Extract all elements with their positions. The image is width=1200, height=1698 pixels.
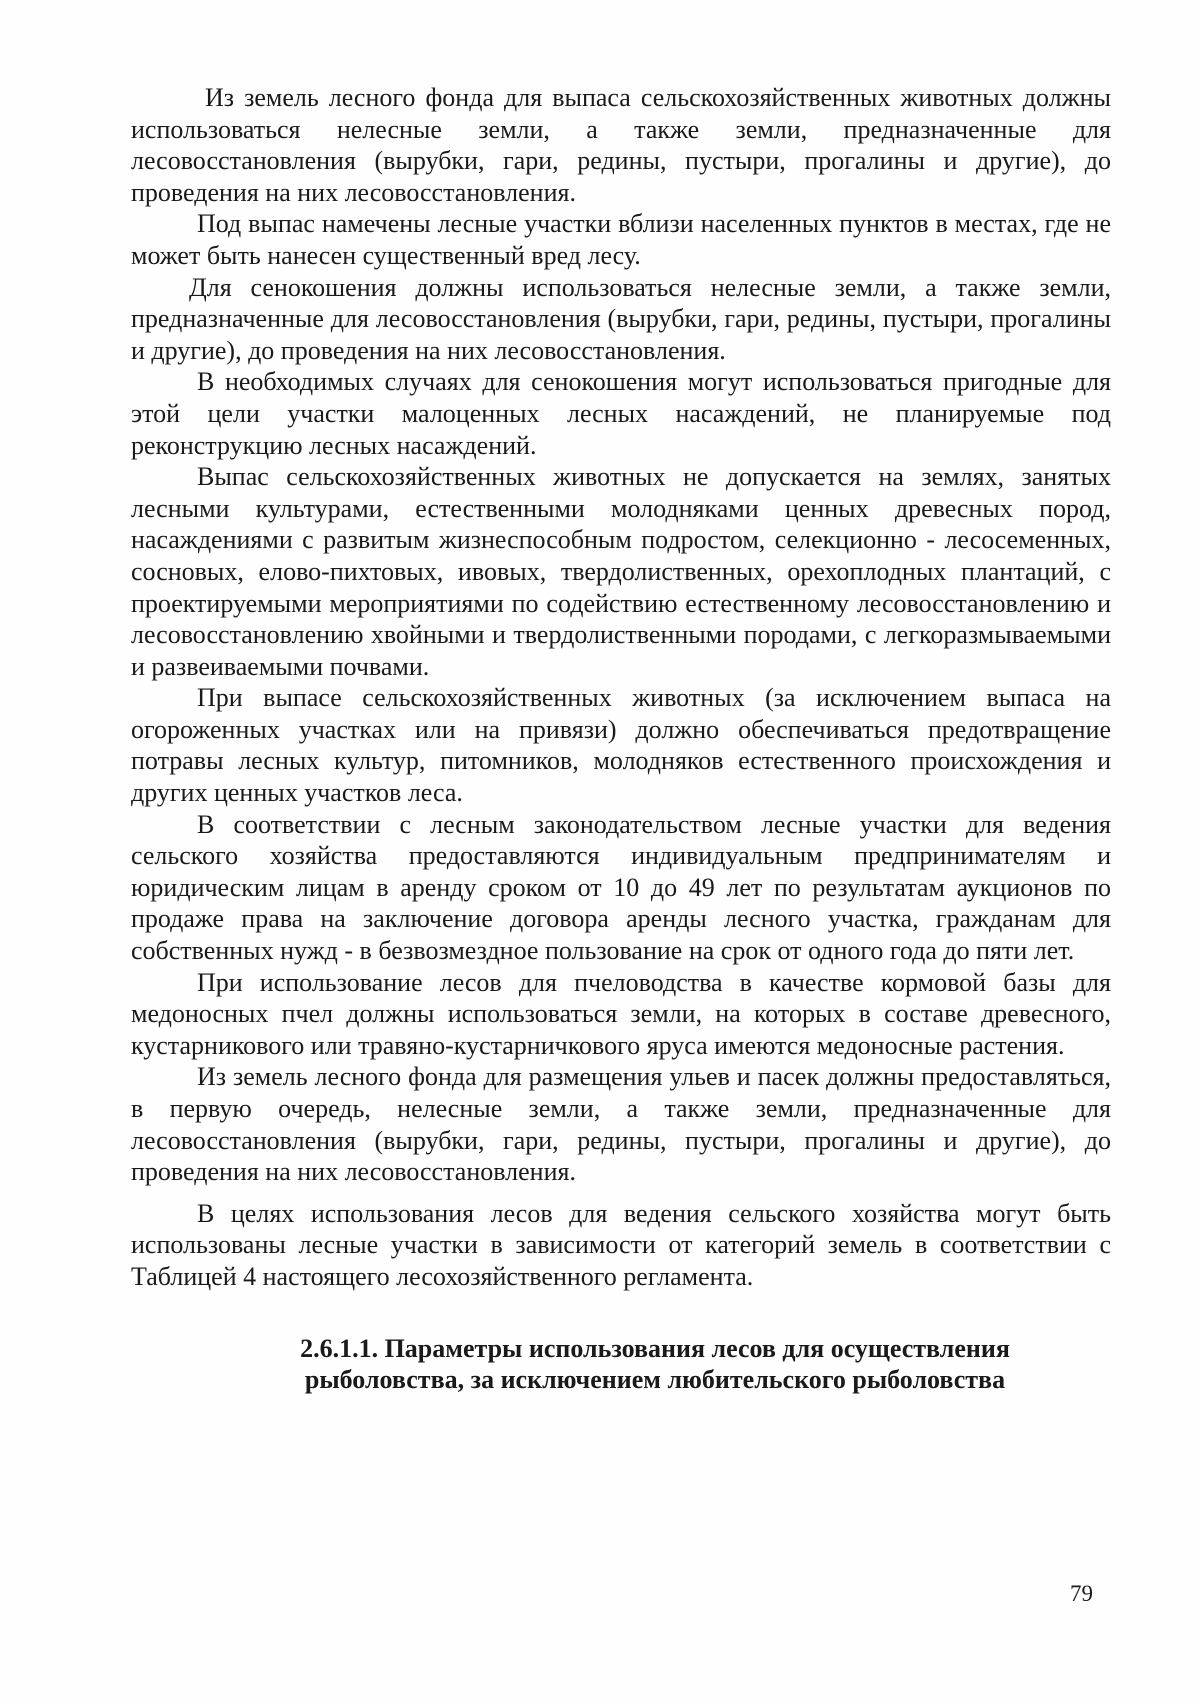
paragraph-haymaking-cases: В необходимых случаях для сенокошения могут использоваться пригодные для этой цели участки малоценных лесных насаждений, не планируемые под реконструкцию лесных насаждений.: [131, 367, 1111, 460]
paragraph-beekeeping-lands: При использование лесов для пчеловодства в качестве кормовой базы для медоносных пчел должны использоваться земли, на которых в составе древесного, кустарникового или травяно-кустарничкового яруса имеются медоносные растения.: [131, 967, 1111, 1060]
paragraph-lease-terms: В соответствии с лесным законодательством лесные участки для ведения сельского хозяйства предоставляются индивидуальным предпринимателям и юридическим лицам в аренду сроком от 10 до 49 лет по результатам аукционов по продаже права на заключение договора аренды лесного участка, гражданам для собственных нужд - в безвозмездное пользование на срок от одного года до пяти лет.: [131, 809, 1111, 966]
paragraph-hive-placement: Из земель лесного фонда для размещения ульев и пасек должны предоставляться, в первую очередь, нелесные земли, а также земли, предназначенные для лесовосстановления (вырубки, гари, редины, пустыри, прогалины и другие), до проведения на них лесовосстановления.: [131, 1062, 1111, 1187]
document-body: [131, 82, 1111, 1396]
paragraph-grazing-areas: Под выпас намечены лесные участки вблизи населенных пунктов в местах, где не может быть нанесен существенный вред лесу.: [131, 209, 1111, 270]
paragraph-grazing-prohibited: Выпас сельскохозяйственных животных не допускается на землях, занятых лесными культурами, естественными молодняками ценных древесных пород, насаждениями с развитым жизнеспособным подростом, селекционно - лесосеменных, сосновых, елово-пихтовых, ивовых, твердолиственных, орехоплодных плантаций, с проектируемыми мероприятиями по содействию естественному лесовосстановлению и лесовосстановлению хвойными и твердолиственными породами, с легкоразмываемыми и развеиваемыми почвами.: [131, 462, 1111, 681]
section-heading: 2.6.1.1. Параметры использования лесов для осуществления рыболовства, за исключением любительского рыболовства: [300, 1333, 1010, 1395]
paragraph-grazing-lands: Из земель лесного фонда для выпаса сельскохозяйственных животных должны использоваться нелесные земли, а также земли, предназначенные для лесовосстановления (вырубки, гари, редины, пустыри, прогалины и другие), до проведения на них лесовосстановления.: [131, 83, 1111, 207]
paragraph-agriculture-categories: В целях использования лесов для ведения сельского хозяйства могут быть использованы лесные участки в зависимости от категорий земель в соответствии с Таблицей 4 настоящего лесохозяйственного регламента.: [131, 1198, 1111, 1291]
paragraph-grazing-protection: При выпасе сельскохозяйственных животных (за исключением выпаса на огороженных участках или на привязи) должно обеспечиваться предотвращение потравы лесных культур, питомников, молодняков естественного происхождения и других ценных участков леса.: [131, 683, 1111, 808]
paragraph-haymaking-lands: Для сенокошения должны использоваться нелесные земли, а также земли, предназначенные для лесовосстановления (вырубки, гари, редины, пустыри, прогалины и другие), до проведения на них лесовосстановления.: [131, 272, 1111, 365]
page-number: 79: [1070, 1581, 1093, 1606]
